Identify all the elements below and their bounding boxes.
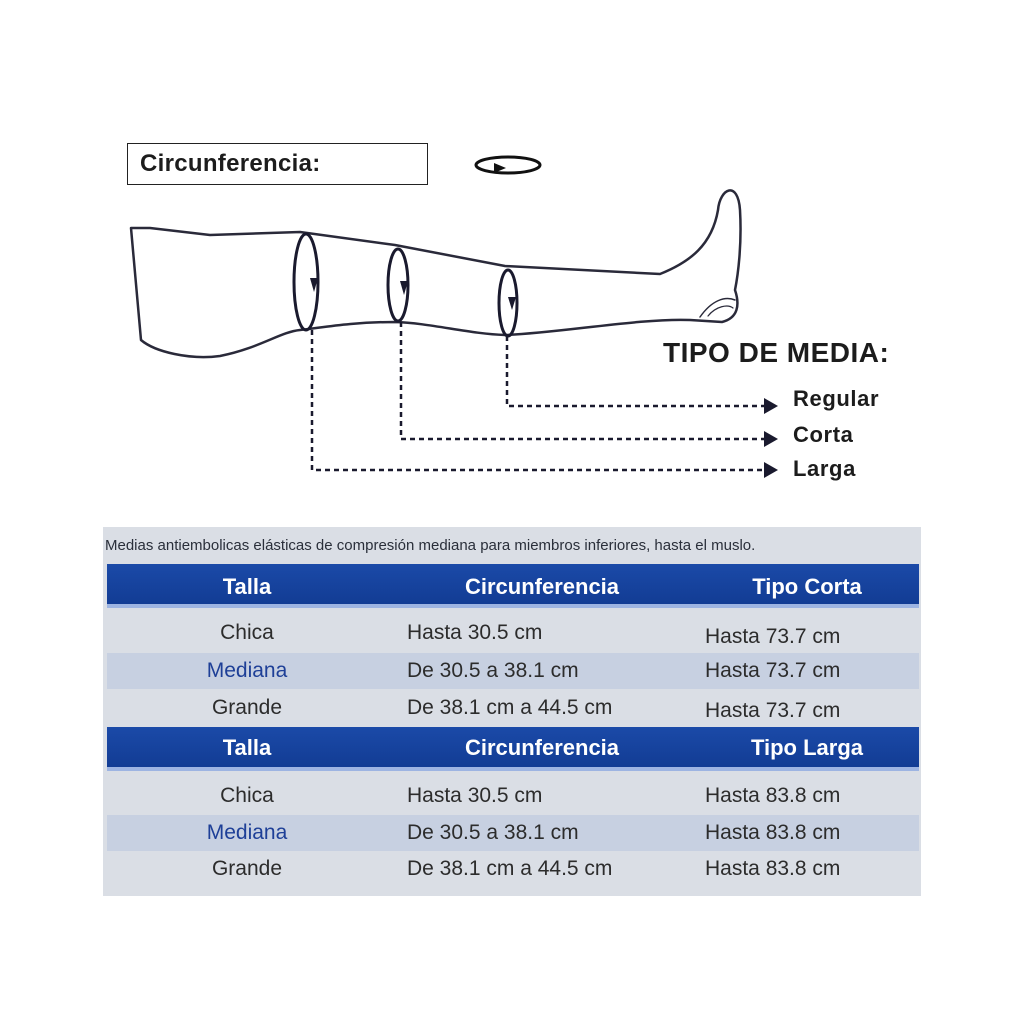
length-cell: Hasta 73.7 cm (705, 625, 841, 648)
table-row (107, 690, 919, 726)
table-row (107, 778, 919, 814)
length-cell: Hasta 83.8 cm (705, 784, 841, 807)
table-caption: Medias antiembolicas elásticas de compresión mediana para miembros inferiores, hasta el muslo. (105, 537, 756, 554)
length-cell: Hasta 83.8 cm (705, 857, 841, 880)
header-circunferencia: Circunferencia (464, 574, 620, 599)
tipo-larga-label: Larga (793, 456, 856, 481)
length-cell: Hasta 83.8 cm (705, 821, 841, 844)
header-tipo-corta: Tipo Corta (752, 574, 862, 599)
size-cell: Mediana (206, 659, 288, 682)
size-cell: Grande (211, 857, 283, 880)
size-cell: Mediana (206, 821, 288, 844)
circumference-cell: De 30.5 a 38.1 cm (407, 659, 579, 682)
table-row (107, 851, 919, 887)
size-table (103, 527, 921, 896)
table-row (107, 653, 919, 689)
size-cell: Grande (211, 696, 283, 719)
circumference-cell: Hasta 30.5 cm (407, 621, 543, 644)
header-talla: Talla (222, 574, 272, 599)
header-tipo-larga: Tipo Larga (750, 735, 864, 760)
header-circunferencia: Circunferencia (464, 735, 620, 760)
table-header-corta (107, 564, 919, 608)
tipo-corta-label: Corta (793, 422, 854, 447)
size-cell: Chica (220, 621, 274, 644)
legend-label: Circunferencia: (140, 150, 321, 177)
circumference-cell: De 38.1 cm a 44.5 cm (407, 857, 613, 880)
circumference-cell: Hasta 30.5 cm (407, 784, 543, 807)
leg-outline (131, 190, 741, 357)
length-cell: Hasta 73.7 cm (705, 659, 841, 682)
table-row (107, 815, 919, 851)
table-header-larga (107, 727, 919, 771)
tipo-de-media-title: TIPO DE MEDIA: (663, 337, 890, 368)
header-talla: Talla (222, 735, 272, 760)
length-cell: Hasta 73.7 cm (705, 699, 841, 722)
circumference-cell: De 38.1 cm a 44.5 cm (407, 696, 613, 719)
circumference-cell: De 30.5 a 38.1 cm (407, 821, 579, 844)
tipo-regular-label: Regular (793, 386, 880, 411)
table-row (107, 615, 919, 651)
size-cell: Chica (220, 784, 274, 807)
